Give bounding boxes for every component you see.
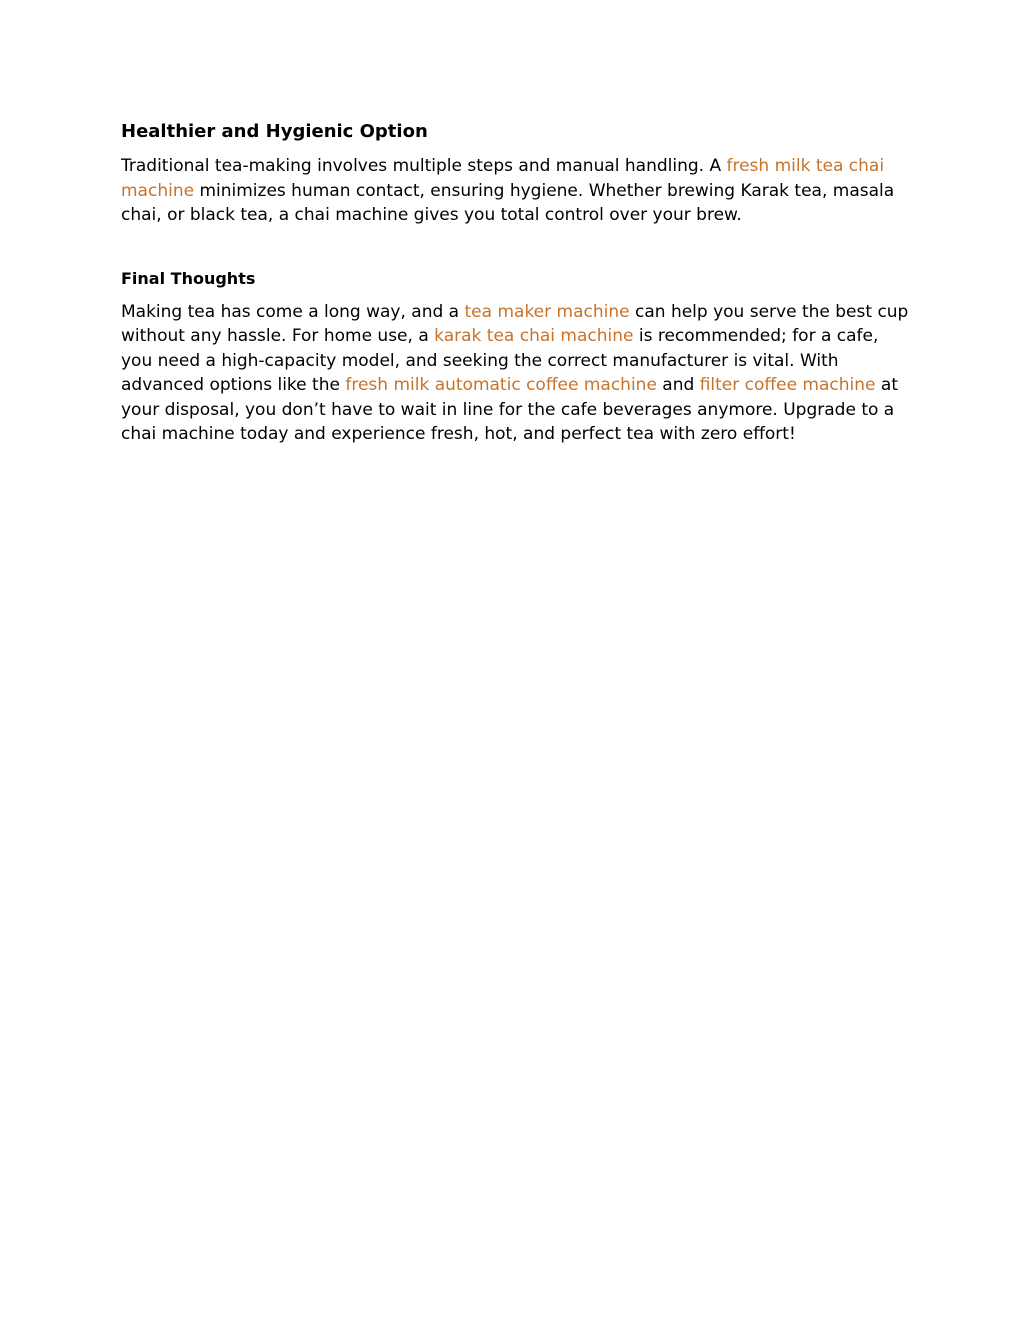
link-fresh-milk-automatic-coffee-machine[interactable]: fresh milk automatic coffee machine <box>345 375 657 395</box>
paragraph-text: at your disposal, you don’t have to wait in line for the cafe beverages anymore. Upgrade to a chai machine today and experience fresh, hot, and perfect tea with zero effort! <box>121 375 898 444</box>
document-page <box>121 118 911 447</box>
paragraph-text: can help you serve the best cup without any hassle. For home use, a <box>121 301 909 346</box>
paragraph-text: and <box>656 375 700 395</box>
link-karak-tea-chai-machine[interactable]: karak tea chai machine <box>434 326 634 346</box>
link-fresh-milk-tea-chai-machine[interactable]: fresh milk tea chai machine <box>121 156 885 201</box>
section-paragraph <box>121 300 911 447</box>
section-paragraph <box>121 154 911 228</box>
paragraph-text: Traditional tea-making involves multiple steps and manual handling. A <box>121 156 727 176</box>
section-healthier-hygienic <box>121 118 911 228</box>
paragraph-text: is recommended; for a cafe, you need a high-capacity model, and seeking the correct manufacturer is vital. With advanced options like the <box>121 326 879 395</box>
paragraph-text: minimizes human contact, ensuring hygiene. Whether brewing Karak tea, masala chai, or black tea, a chai machine gives you total control over your brew. <box>121 180 895 225</box>
link-filter-coffee-machine[interactable]: filter coffee machine <box>699 375 876 395</box>
link-tea-maker-machine[interactable]: tea maker machine <box>464 301 630 322</box>
paragraph-text: Making tea has come a long way, and a <box>121 301 465 322</box>
section-final-thoughts <box>121 266 911 447</box>
section-heading: Final Thoughts <box>121 268 256 288</box>
section-heading: Healthier and Hygienic Option <box>121 121 428 142</box>
